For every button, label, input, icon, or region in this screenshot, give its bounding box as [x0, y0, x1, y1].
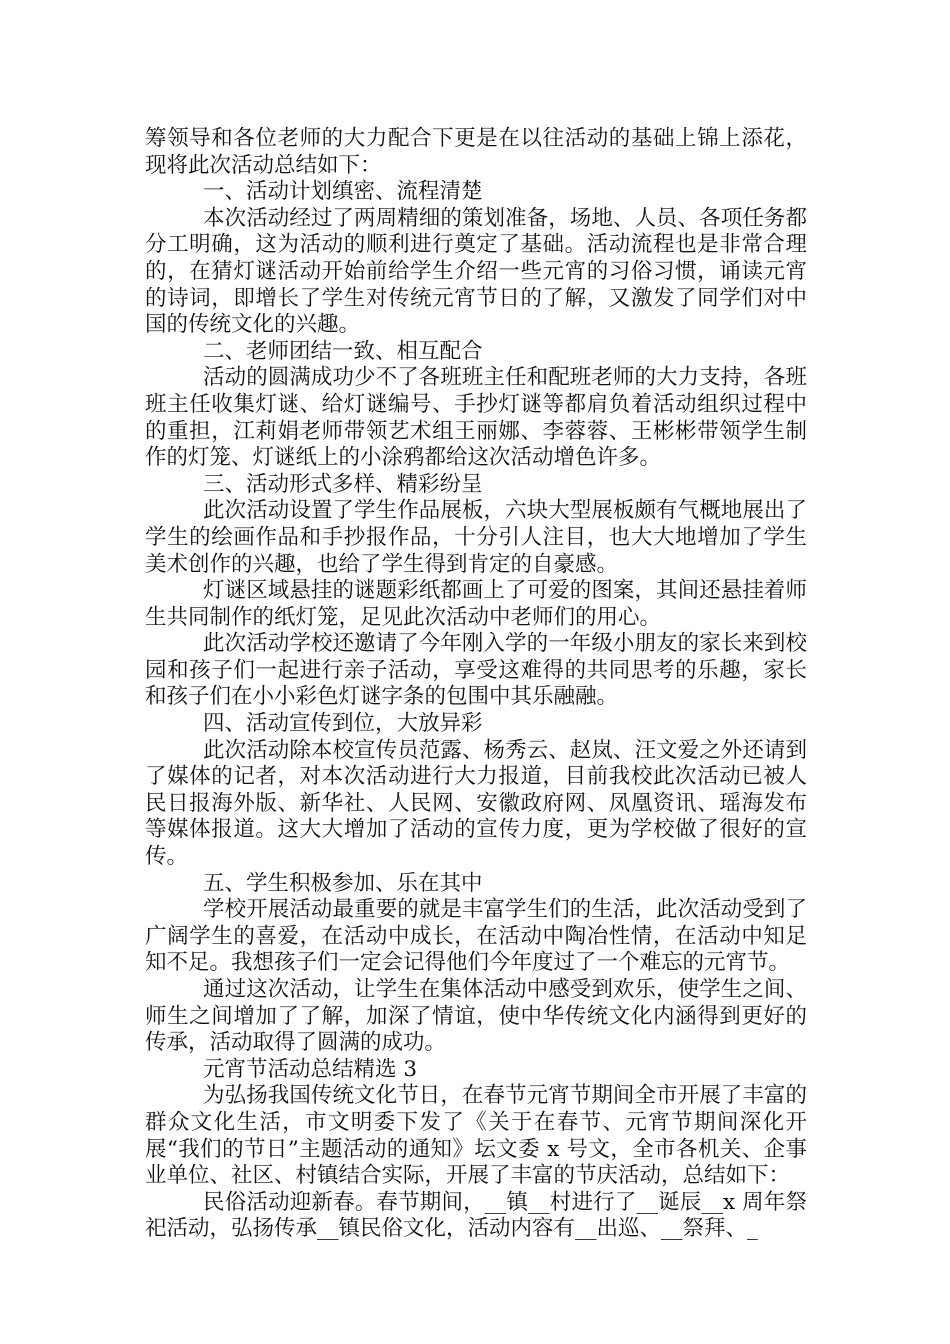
paragraph-section-2: 活动的圆满成功少不了各班班主任和配班老师的大力支持，各班班主任收集灯谜、给灯谜编号、手抄灯谜等都肩负着活动组织过程中的重担，江莉娟老师带领艺术组王丽娜、李蓉蓉、王彬彬带领学生制作的灯笼、灯谜纸上的小涂鸦都给这次活动增色许多。	[145, 365, 807, 471]
paragraph-section-3c: 此次活动学校还邀请了今年刚入学的一年级小朋友的家长来到校园和孩子们一起进行亲子活动，享受这难得的共同思考的乐趣，家长和孩子们在小小彩色灯谜字条的包围中其乐融融。	[145, 631, 807, 710]
section-heading-1: 一、活动计划缜密、流程清楚	[203, 179, 483, 205]
paragraph-article-3-intro: 为弘扬我国传统文化节日，在春节元宵节期间全市开展了丰富的群众文化生活，市文明委下发了《关于在春节、元宵节期间深化开展“我们的节日”主题活动的通知》坛文委 x 号文，全市各机关、企事业单位、社区、村镇结合实际，开展了丰富的节庆活动，总结如下：	[145, 1083, 807, 1189]
paragraph-section-5a: 学校开展活动最重要的就是丰富学生们的生活，此次活动受到了广阔学生的喜爱，在活动中成长，在活动中陶冶性情，在活动中知足知不足。我想孩子们一定会记得他们今年度过了一个难忘的元宵节。	[145, 897, 807, 976]
document-page	[145, 126, 807, 1243]
section-heading-3: 三、活动形式多样、精彩纷呈	[203, 471, 483, 497]
paragraph-section-3a: 此次活动设置了学生作品展板，六块大型展板颇有气概地展出了学生的绘画作品和手抄报作品，十分引人注目，也大大地增加了学生美术创作的兴趣，也给了学生得到肯定的自豪感。	[145, 498, 807, 577]
section-heading-2: 二、老师团结一致、相互配合	[203, 338, 483, 364]
paragraph-section-1: 本次活动经过了两周精细的策划准备，场地、人员、各项任务都分工明确，这为活动的顺利进行奠定了基础。活动流程也是非常合理的，在猜灯谜活动开始前给学生介绍一些元宵的习俗习惯，诵读元宵的诗词，即增长了学生对传统元宵节日的了解，又激发了同学们对中国的传统文化的兴趣。	[145, 205, 807, 338]
section-heading-4: 四、活动宣传到位，大放异彩	[203, 711, 483, 737]
paragraph-section-4: 此次活动除本校宣传员范露、杨秀云、赵岚、汪文爱之外还请到了媒体的记者，对本次活动进行大力报道，目前我校此次活动已被人民日报海外版、新华社、人民网、安徽政府网、凤凰资讯、瑶海发布等媒体报道。这大大增加了活动的宣传力度，更为学校做了很好的宣传。	[145, 737, 807, 870]
paragraph-section-5b: 通过这次活动，让学生在集体活动中感受到欢乐，使学生之间、师生之间增加了了解，加深了情谊，使中华传统文化内涵得到更好的传承，活动取得了圆满的成功。	[145, 977, 807, 1056]
article-title-3: 元宵节活动总结精选 3	[203, 1056, 418, 1082]
paragraph-section-3b: 灯谜区域悬挂的谜题彩纸都画上了可爱的图案，其间还悬挂着师生共同制作的纸灯笼，足见此次活动中老师们的用心。	[145, 578, 807, 630]
section-heading-5: 五、学生积极参加、乐在其中	[203, 870, 483, 896]
paragraph-article-3-folk: 民俗活动迎新春。春节期间，__镇__村进行了__诞辰__x 周年祭祀活动，弘扬传承__镇民俗文化，活动内容有__出巡、__祭拜、_	[145, 1189, 807, 1242]
paragraph-intro: 筹领导和各位老师的大力配合下更是在以往活动的基础上锦上添花，现将此次活动总结如下：	[145, 126, 807, 178]
